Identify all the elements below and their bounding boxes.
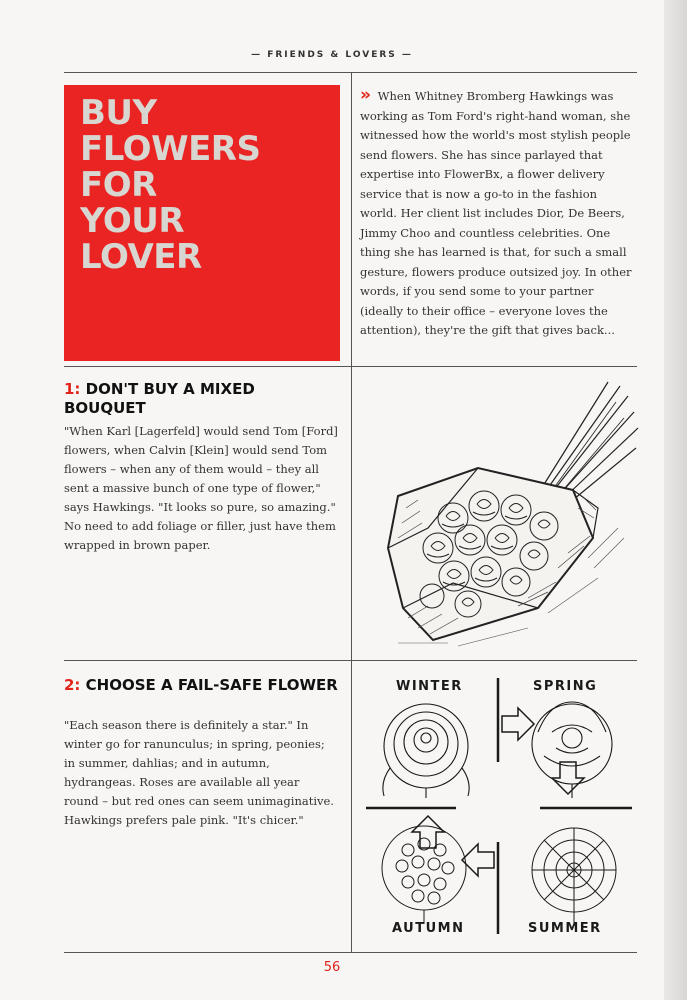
section-number: 1: [64, 380, 81, 398]
column-divider [351, 73, 352, 953]
chevron-icon: » [360, 85, 368, 105]
intro-paragraph [360, 86, 635, 341]
running-head: — FRIENDS & LOVERS — [251, 50, 413, 60]
section-number: 2: [64, 676, 81, 694]
hero-title-line: FLOWERS [80, 129, 261, 169]
section-2-body: "Each season there is definitely a star." In winter go for ranunculus; in spring, peonies; in summer, dahlias; and in autumn, hydrangeas. Roses are available all year round – but red ones can seem unimaginative. Hawkings prefers pale pink. "It's chicer." [64, 718, 334, 827]
hero-title [80, 95, 330, 275]
hero-title-line: FOR [80, 165, 157, 205]
season-cycle-diagram [362, 672, 638, 942]
peony-icon [532, 702, 612, 798]
hero-title-line: LOVER [80, 237, 202, 277]
season-label-spring: SPRING [533, 679, 598, 694]
hero-title-line: YOUR [80, 201, 185, 241]
section-2-heading [64, 676, 339, 695]
season-label-summer: SUMMER [528, 921, 602, 936]
season-label-autumn: AUTUMN [392, 921, 465, 936]
intro-text: When Whitney Bromberg Hawkings was working as Tom Ford's right-hand woman, she witnessed how the world's most stylish people send flowers. She has since parlayed that expertise into FlowerBx, a flower delivery service that is now a go-to in the fashion world. Her client list includes Dior, De Beers, Jimmy Choo and countless celebrities. One thing she has learned is that, for such a small gesture, flowers produce outsized joy. In other words, if you send some to your partner (ideally to their office – everyone loves the attention), they're the gift that gives back... [360, 89, 632, 337]
section-1-heading [64, 380, 339, 418]
season-label-winter: WINTER [396, 679, 463, 694]
section-title: CHOOSE A FAIL-SAFE FLOWER [85, 676, 338, 694]
section-1-body: "When Karl [Lagerfeld] would send Tom [Ford] flowers, when Calvin [Klein] would send Tom flowers – when any of them would – they all sent a massive bunch of one type of flower," says Hawkings. "It looks so pure, so amazing." No need to add foliage or filler, just have them wrapped in brown paper. [64, 424, 338, 552]
bouquet-illustration [358, 378, 638, 653]
bottom-rule [64, 952, 637, 953]
hero-title-line: BUY [80, 93, 157, 133]
hero-title-box [64, 85, 340, 361]
section-title: DON'T BUY A MIXED BOUQUET [64, 380, 255, 417]
row-rule-2 [64, 660, 637, 661]
dahlia-icon [532, 828, 616, 926]
page-number: 56 [323, 960, 341, 975]
row-rule-1 [64, 366, 637, 367]
page-edge-shadow [664, 0, 687, 1000]
ranunculus-icon [383, 704, 469, 798]
